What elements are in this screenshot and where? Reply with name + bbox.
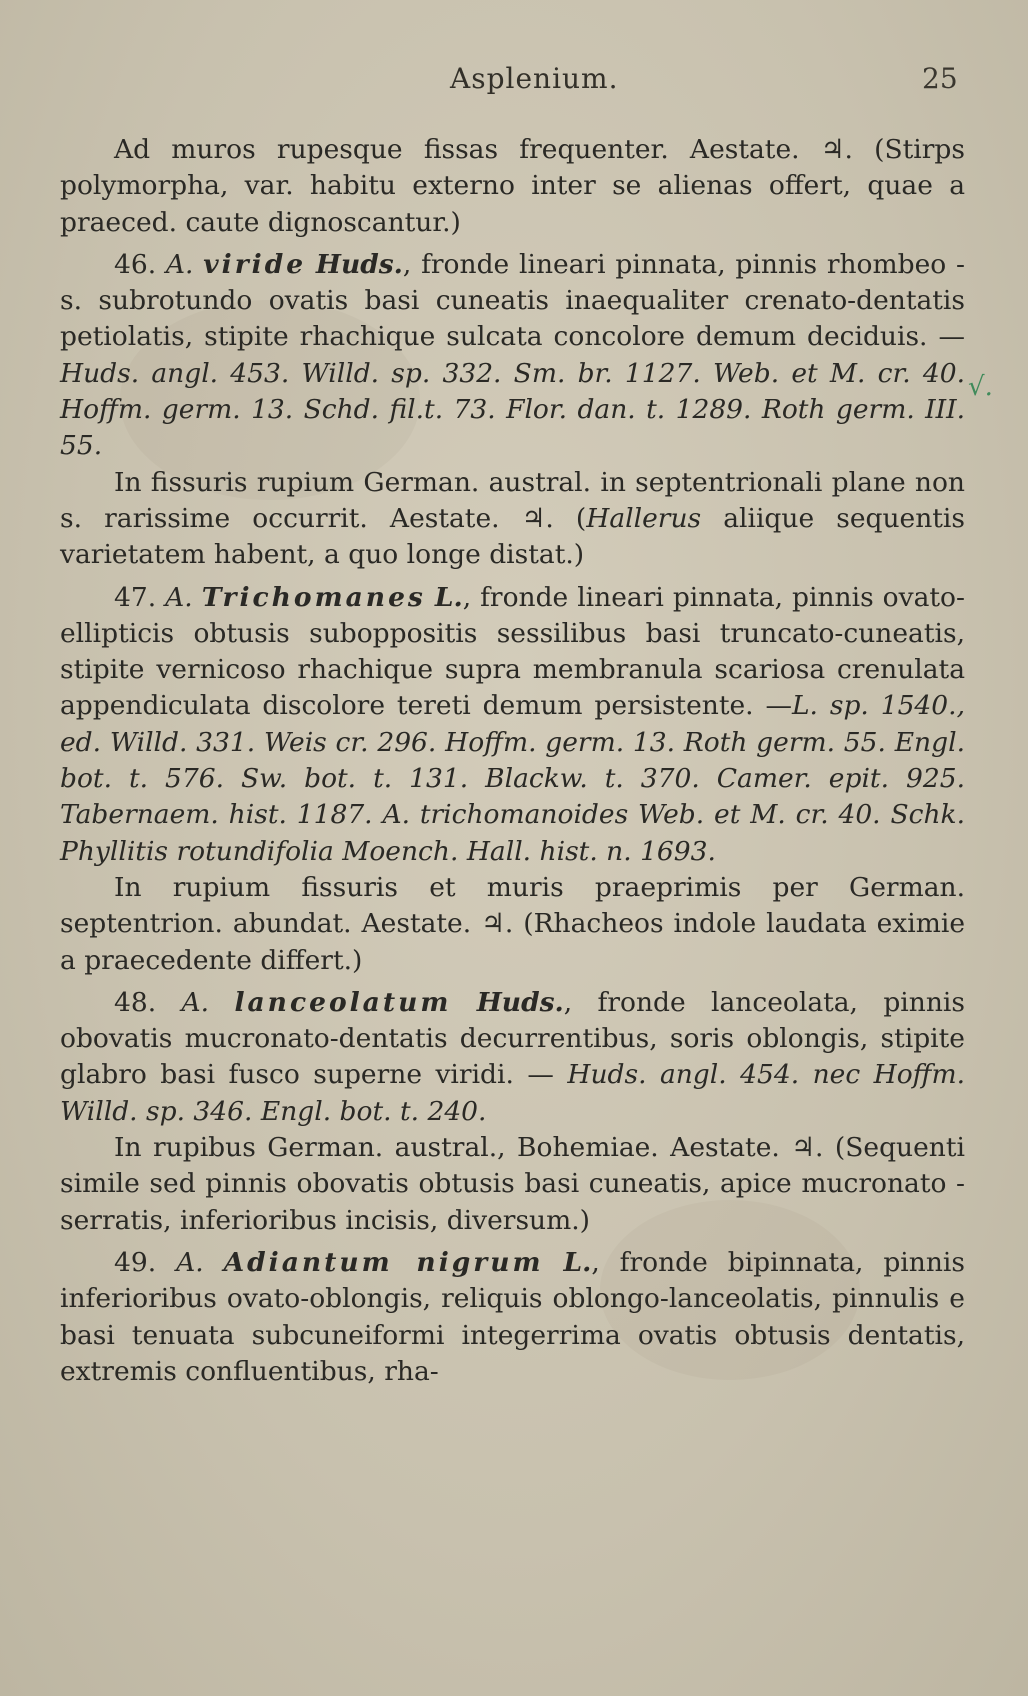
genus-abbrev: A. — [165, 248, 194, 280]
entry-49 — [60, 1245, 965, 1390]
genus-abbrev: A. — [165, 581, 193, 613]
species-author: L. — [563, 1246, 592, 1278]
species-author: Huds. — [476, 986, 564, 1018]
genus-abbrev: A. — [181, 986, 210, 1018]
species-description: , fronde lineari pinnata, pinnis ovato-ellipticis obtusis suboppositis sessilibus basi truncato-cuneatis, stipite vernicoso rhachique supra membranula scariosa crenulata appendiculata discolore tereti demum persistente. — — [60, 581, 965, 722]
page-number: 25 — [922, 62, 958, 95]
running-title: Asplenium. — [450, 62, 619, 95]
species-description: , fronde lineari pinnata, pinnis rhombeo - s. subrotundo ovatis basi cuneatis inaequaliter crenato-dentatis petiolatis, stipite rhachique sulcata concolore demum deciduis. — — [60, 248, 965, 353]
species-name: lanceolatum — [234, 986, 452, 1018]
entry-number: 49. — [114, 1246, 157, 1278]
habitat-author-ref: Hallerus — [586, 502, 702, 534]
species-references: L. sp. 1540., ed. Willd. 331. Weis cr. 296. Hoffm. germ. 13. Roth germ. 55. Engl. bot. t. 576. Sw. bot. t. 131. Blackw. t. 370. Camer. epit. 925. Tabernaem. hist. 1187. A. trichomanoides Web. et M. cr. 40. Schk. Phyllitis rotundifolia Moench. Hall. hist. n. 1693. — [60, 690, 965, 867]
species-references: Huds. angl. 453. Willd. sp. 332. Sm. br. 1127. Web. et M. cr. 40. Hoffm. germ. 13. Schd. fil.t. 73. Flor. dan. t. 1289. Roth germ. III. 55. — [60, 357, 965, 462]
entry-47 — [60, 580, 965, 870]
habitat-text: In fissuris rupium German. austral. in septentrionali plane non s. rarissime occurrit. Aestate. ♃. ( — [60, 466, 965, 534]
paragraph-intro: Ad muros rupesque fissas frequenter. Aestate. ♃. (Stirps polymorpha, var. habitu externo inter se alienas offert, quae a praeced. caute dignoscantur.) — [60, 134, 965, 238]
page-body — [60, 132, 965, 1390]
entry-number: 46. — [114, 248, 157, 280]
species-author: L. — [434, 581, 463, 613]
margin-annotation: √. — [968, 372, 993, 402]
habitat-text: aliique sequentis varietatem habent, a quo longe distat.) — [60, 502, 966, 571]
entry-number: 48. — [114, 986, 157, 1018]
species-description: , fronde lanceolata, pinnis obovatis mucronato-dentatis decurrentibus, soris oblongis, stipite glabro basi fusco superne viridi. — — [60, 986, 965, 1091]
species-references: Huds. angl. 454. nec Hoffm. Willd. sp. 346. Engl. bot. t. 240. — [60, 1059, 966, 1127]
habitat-46 — [60, 465, 965, 574]
species-author: Huds. — [315, 248, 403, 280]
entry-number: 47. — [114, 581, 157, 613]
habitat-48: In rupibus German. austral., Bohemiae. Aestate. ♃. (Sequenti simile sed pinnis obovatis obtusis basi cuneatis, apice mucronato - serratis, inferioribus incisis, diversum.) — [60, 1132, 965, 1236]
habitat-47: In rupium fissuris et muris praeprimis per German. septentrion. abundat. Aestate. ♃. (Rhacheos indole laudata eximie a praecedente differt.) — [60, 871, 965, 976]
species-name: viride — [203, 248, 307, 280]
genus-abbrev: A. — [176, 1246, 204, 1278]
species-description: , fronde bipinnata, pinnis inferioribus ovato-oblongis, reliquis oblongo-lanceolatis, pinnulis e basi tenuata subcuneiformi integerrima ovatis obtusis dentatis, extremis confluentibus, rha- — [60, 1246, 965, 1387]
entry-48 — [60, 985, 965, 1130]
species-name: Adiantum nigrum — [223, 1246, 544, 1278]
page-header — [0, 62, 1028, 102]
entry-46 — [60, 247, 965, 465]
species-name: Trichomanes — [201, 581, 426, 613]
